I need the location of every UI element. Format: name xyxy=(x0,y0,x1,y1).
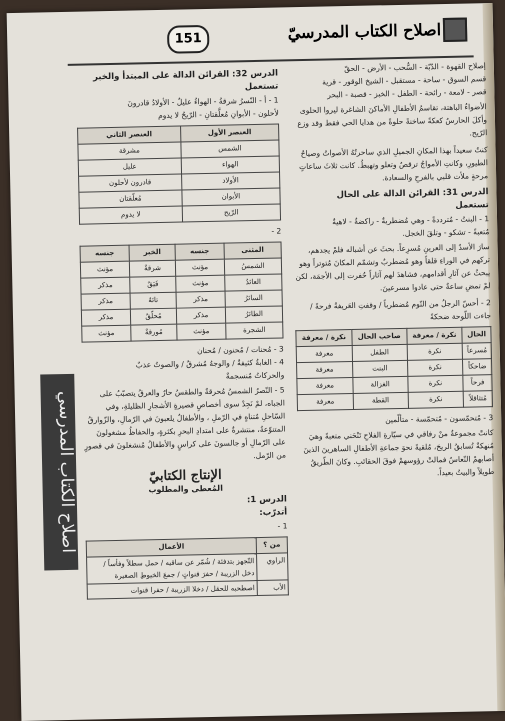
table-cell: معرفة xyxy=(297,362,353,379)
table-gender xyxy=(80,241,284,342)
table-cell: نكرة xyxy=(407,375,463,392)
table-cell: الأبوان xyxy=(182,188,281,206)
table-hal xyxy=(295,326,493,411)
page-title: اصلاح الكتاب المدرسيّ xyxy=(287,20,442,43)
exercise-line: 1 - أ - النّسرُ شرقةُ - الهواءُ عليلٌ - الأولادُ قادرونَ xyxy=(127,95,279,108)
table-header: نكرة / معرفة xyxy=(296,330,352,347)
table-cell: نكرة xyxy=(407,359,463,376)
word-list: إصلاح القهوة - الدّبّة - السُّحب - الأرض - الحقّ xyxy=(344,61,486,74)
paragraph: الأضواءُ الباهتة، تقاسمُ الأطفالِ الأماكنَ الشاغرة ليروا الحلوى وأكلَ الحارسُ كعكةً ساخنةً حلوةً من هدايا الحي فقط وقد وزع الرّيح. xyxy=(297,102,488,138)
table-cell: مشرقة xyxy=(78,142,181,160)
page-number: 151 xyxy=(167,25,210,54)
table-cell: مُحلّقٌ xyxy=(130,308,176,325)
table-cell: نكرة xyxy=(407,343,463,360)
table-cell: مُورقةٌ xyxy=(131,324,177,341)
table-cell: السائرُ xyxy=(225,290,282,307)
table-cell: اصطحبه للحقل / دخلا الزريبة / حفرا قنوات xyxy=(87,581,257,600)
section-subtitle: المُعطى والمطلوب xyxy=(148,483,223,495)
table-row xyxy=(82,322,283,342)
table-elements xyxy=(77,123,281,224)
lesson31-subtitle: تستعمل xyxy=(455,200,489,211)
left-column xyxy=(76,67,289,603)
table-row xyxy=(87,580,288,599)
table-cell: الطائرُ xyxy=(225,306,282,323)
table-cell: معرفة xyxy=(297,393,353,410)
table-cell: قادرون لأحلون xyxy=(79,174,182,192)
table-cell: الهواء xyxy=(181,156,280,174)
exercise-line: لأحلون - الأبوانِ مُعلَّقتانِ - الرّيحُ لا يدوم xyxy=(157,108,279,121)
table-cell: الراوي xyxy=(257,553,289,581)
table-cell: مذكر xyxy=(81,277,130,294)
table-cell: لا يدوم xyxy=(79,206,182,224)
table-cell: الطفل xyxy=(352,344,407,361)
lesson1-practice: أتدرّب: xyxy=(259,507,288,518)
table-header: الخبر xyxy=(129,244,175,261)
table-cell: عليل xyxy=(78,158,181,176)
table-cell: فرحاً xyxy=(463,375,492,392)
table-actions xyxy=(86,536,289,599)
paragraph: كانتْ مجموعةٌ منْ رفاقي في سيّارةِ الفلاحِ تَنْحَني متعبةً وهيَ مُنهكةٌ تُسابقُ الريحَ، مُلقيةً نحوَ جماعةِ الأطفالِ الساهرينَ الذينَ أصابهمْ النّعاسُ فمالتْ رؤوسهمْ فوقَ الحقائبِ. وكانَ الطّريقُ طويلاً والبيتُ بعيداً. xyxy=(303,428,495,478)
table-cell: مؤنث xyxy=(82,325,131,342)
table-header: جنسه xyxy=(175,243,224,260)
table-cell: مذكر xyxy=(81,309,130,326)
table-header: العنصر الثاني xyxy=(78,126,181,144)
lesson1-title: الدرس 1: xyxy=(246,494,287,506)
table-cell: الشجرة xyxy=(226,322,283,339)
paragraph: سارَ الأسدُ إلى العرينِ مُسرِعاً. بحثَ عن أشباله فلمْ يجدهم، تركهم في الوراءِ قلقاً وهو مُضطربٌ وتشمّم المكانَ مُتوتراً وهو يبحثُ عن آثارِ أقدامهم، فشاهدَ لهم آثاراً حُفرت إلى الأجمَة، لكن لمْ تمضِ ساعةٌ حتى عادوا مسرعينَ. xyxy=(295,242,491,293)
table-cell: القطة xyxy=(353,392,408,409)
lesson32-subtitle: تستعمل xyxy=(244,81,279,93)
table-cell: مؤنث xyxy=(177,323,226,340)
table-header: صاحب الحال xyxy=(352,328,407,345)
table-cell: مذكر xyxy=(176,291,225,308)
lesson31-title: الدرس 31: القرائن الدالة على الحال xyxy=(336,187,489,201)
table-cell: التّجهز بتدفئة / شُمّر عن ساقيه / حمل سطلاً وفأساً / دخل الزريبة / حفرَ قنواتٍ / جمعَ الخيوطِ الصغيرة xyxy=(87,554,258,585)
table-cell: معرفة xyxy=(297,377,353,394)
right-column xyxy=(290,59,495,486)
table-cell: معرفة xyxy=(296,346,352,363)
table-header: من ؟ xyxy=(256,537,287,554)
table-cell: البنت xyxy=(352,360,407,377)
table-cell: الغزالة xyxy=(353,376,408,393)
table-cell: نكرة xyxy=(408,391,464,408)
word-list: قسم السوق - ساحة - مستقبل - الشيخ الوقور - قرية xyxy=(322,74,487,87)
table-header: نكرة / معرفة xyxy=(406,327,462,344)
table-cell: الرّيح xyxy=(182,204,281,222)
table-row xyxy=(297,391,492,411)
exercise-number: 1 - xyxy=(277,521,288,531)
header-square-icon xyxy=(443,18,467,42)
exercise-line: مُتعبةً - تشكو - وتلقَ الخجل. xyxy=(402,227,490,238)
table-row xyxy=(87,553,289,584)
table-header: الحال xyxy=(462,327,491,344)
textbook-page xyxy=(7,3,505,721)
table-header: الأعمال xyxy=(86,538,256,558)
table-cell: مؤنث xyxy=(80,261,129,278)
exercise-line: 3 - مُتحمّسون - مُتحمّسة - متألّمين xyxy=(385,413,494,425)
table-cell: العائدُ xyxy=(225,274,282,291)
exercise-paragraph: 5 - النّصرُ الشمسُ مُحرقةٌ والطقسُ حارٌ والعرقُ يتصبّبُ على الجباه، لمْ نَجِدْ سوى أخصاصٍ قصيرةٍ الأشجارِ الظليلةِ، وفي السّاحلِ مُتناهٍ في الرّملِ ، والأطفالُ يلعبونَ في الرّمالِ، والزّوارقُ المتنوّعةُ، منتشرةٌ على امتدادِ البحرِ بكثرةٍ، والحفاظُ مشغولونَ على الرّمالِ أو جالسونَ على كراسٍ والأطفالُ مُنشغلونَ في قصورٍ من الرّمل. xyxy=(84,385,287,461)
table-header: العنصر الأول xyxy=(180,124,279,142)
table-cell: تائهٌ xyxy=(130,292,176,309)
exercise-line: 3 - مُحنات / مُحنون / مُحنان xyxy=(196,344,284,356)
table-cell: شرقةٌ xyxy=(129,260,175,277)
exercise-line: 4 - الغابةُ كثيفةٌ / والوجهُ مُشرقٌ / والصوتُ عذبٌ xyxy=(135,357,285,370)
table-cell: مُسرعاً xyxy=(463,343,492,360)
table-header: المثنى xyxy=(224,242,281,259)
lesson32-title: الدرس 32: القرائن الدالة على المبتدأ والخبر xyxy=(92,68,279,83)
table-cell: مؤنث xyxy=(176,275,225,292)
table-cell: مُتثاقلاً xyxy=(464,391,493,408)
exercise-number: 2 - xyxy=(271,226,282,236)
exercise-line: 2 - أحسّ الرجلُ من النّوم مُضطرباً / وقفتِ العَريفةُ فرحةً / جاءت اللّوحة ضحكةً xyxy=(310,298,492,322)
section-title: الإنتاج الكتابيّ xyxy=(148,467,222,485)
exercise-line: 1 - البنتُ - مُترددةً - وهي مُضطربةٌ - راكضةٌ - لاهيةٌ xyxy=(332,214,490,227)
paragraph: كنتُ سعيداً بهذا المكانِ الجميلِ الذي ساحرتُهُ الأصواتُ وصياحُ الطيورِ، وكانتِ الأمواجُ ترقصُ وتعلو وتهبطُ. كانت ثلاثَ ساعاتٍ مرحةٍ ملأت قلبي بالفرحِ والسعادة. xyxy=(298,145,489,183)
table-cell: مؤنث xyxy=(175,259,224,276)
table-cell: فَيَقٌ xyxy=(130,276,176,293)
word-list: قصر - لامعة - رائحة - الطفل - الخبز - قصبة - البحر xyxy=(327,87,487,100)
table-cell: الأولاد xyxy=(181,172,280,190)
table-cell: مُعلّقتان xyxy=(79,190,182,208)
exercise-line: والحركاتُ مُنسجمةٌ xyxy=(225,370,285,381)
table-cell: الشمسُ xyxy=(224,258,281,275)
table-header: جنسه xyxy=(80,245,129,262)
table-cell: مذكر xyxy=(81,293,130,310)
table-row xyxy=(79,204,280,224)
table-cell: مذكر xyxy=(176,307,225,324)
table-cell: الشمس xyxy=(181,140,280,158)
table-cell: ضاحكاً xyxy=(463,359,492,376)
table-cell: الأب xyxy=(257,580,288,596)
side-tab: اصلاح الكتاب المدرسي xyxy=(40,374,78,571)
